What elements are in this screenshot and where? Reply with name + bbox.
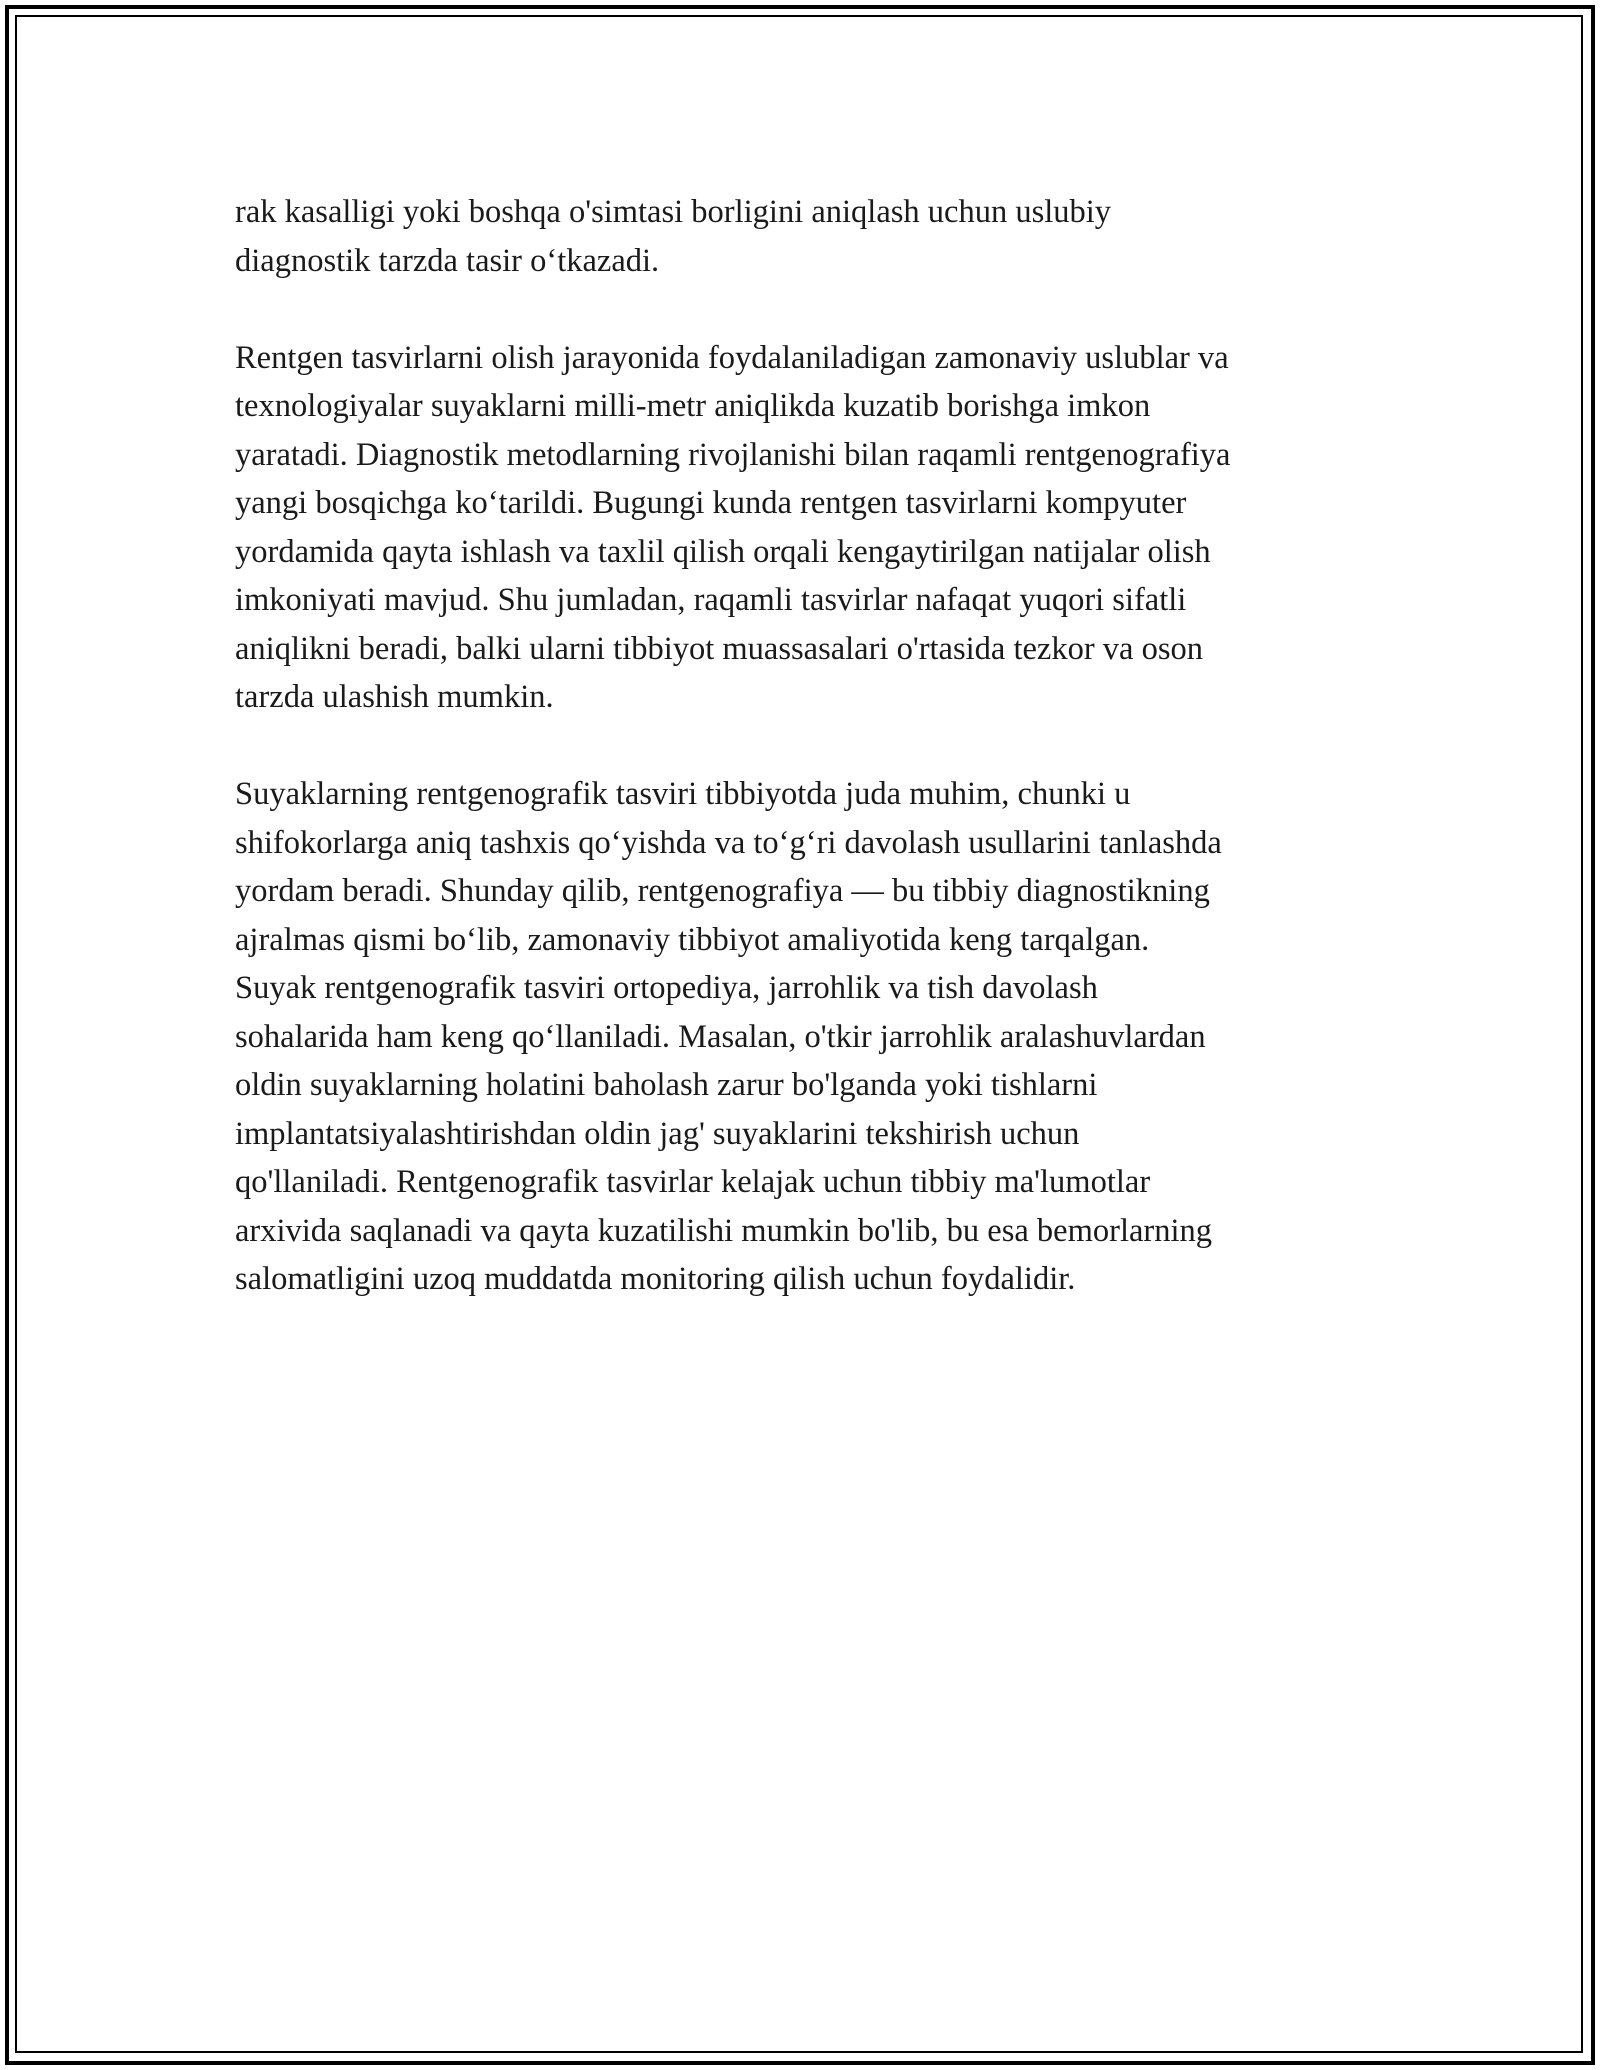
paragraph-2: Rentgen tasvirlarni olish jarayonida foydalaniladigan zamonaviy uslublar va texnologiyalar suyaklarni milli-metr aniqlikda kuzatib borishga imkon yaratadi. Diagnostik metodlarning rivojlanishi bilan raqamli rentgenografiya yangi bosqichga ko‘tarildi. Bugungi kunda rentgen tasvirlarni kompyuter yordamida qayta ishlash va taxlil qilish orqali kengaytirilgan natijalar olish imkoniyati mavjud. Shu jumladan, raqamli tasvirlar nafaqat yuqori sifatli aniqlikni beradi, balki ularni tibbiyot muassasalari o'rtasida tezkor va oson tarzda ulashish mumkin. — [235, 339, 1231, 715]
document-body — [235, 188, 1385, 1352]
paragraph-3: Suyaklarning rentgenografik tasviri tibbiyotda juda muhim, chunki u shifokorlarga aniq tashxis qo‘yishda va to‘g‘ri davolash usullarini tanlashda yordam beradi. Shunday qilib, rentgenografiya — bu tibbiy diagnostikning ajralmas qismi bo‘lib, zamonaviy tibbiyot amaliyotida keng tarqalgan. Suyak rentgenografik tasviri ortopediya, jarrohlik va tish davolash sohalarida ham keng qo‘llaniladi. Masalan, o'tkir jarrohlik aralashuvlardan oldin suyaklarning holatini baholash zarur bo'lganda yoki tishlarni implantatsiyalashtirishdan oldin jag' suyaklarini tekshirish uchun qo'llaniladi. Rentgenografik tasvirlar kelajak uchun tibbiy ma'lumotlar arxivida saqlanadi va qayta kuzatilishi mumkin bo'lib, bu esa bemorlarning salomatligini uzoq muddatda monitoring qilish uchun foydalidir. — [235, 776, 1222, 1297]
paragraph-1: rak kasalligi yoki boshqa o'simtasi borligini aniqlash uchun uslubiy diagnostik tarzda tasir o‘tkazadi. — [235, 194, 1112, 279]
